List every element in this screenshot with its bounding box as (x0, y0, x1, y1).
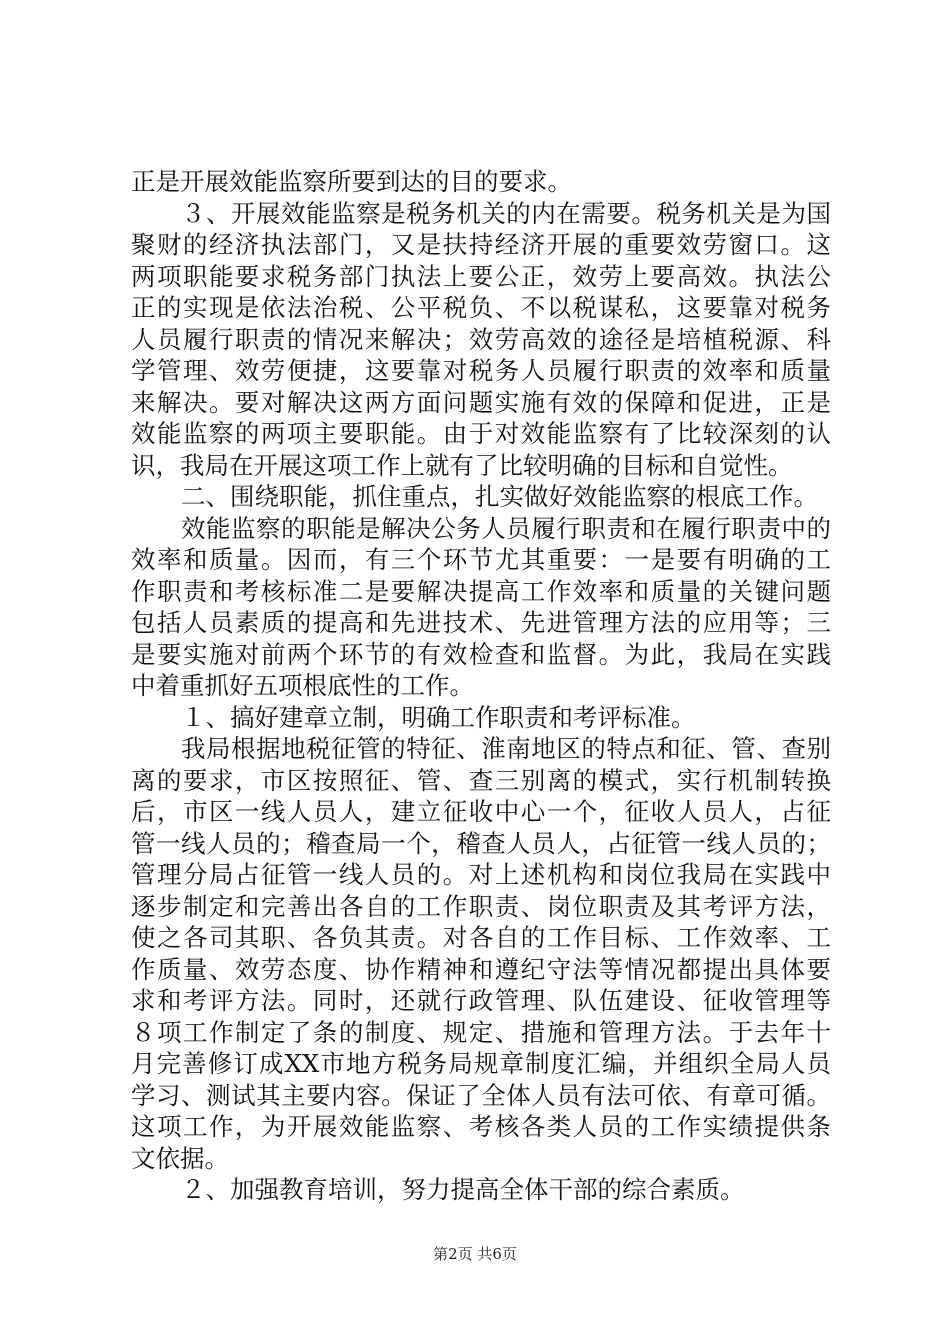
text-line: 文依据。 (131, 1143, 229, 1173)
text-line: 来解决。要对解决这两方面问题实施有效的保障和促进，正是 (131, 387, 831, 417)
text-line: 作质量、效劳态度、协作精神和遵纪守法等情况都提出具体要 (131, 954, 831, 984)
text-line: 学管理、效劳便捷，这要靠对税务人员履行职责的效率和质量 (131, 356, 831, 385)
page-number-label: 第2页 共6页 (433, 1245, 517, 1263)
text-line: 逐步制定和完善出各自的工作职责、岗位职责及其考评方法， (131, 891, 831, 921)
text-line: 学习、测试其主要内容。保证了全体人员有法可依、有章可循。 (131, 1080, 831, 1110)
text-line: 效能监察的两项主要职能。由于对效能监察有了比较深刻的认 (131, 419, 831, 448)
text-line: ２、加强教育培训，努力提高全体干部的综合素质。 (181, 1175, 745, 1204)
text-line: 效能监察的职能是解决公务人员履行职责和在履行职责中的 (181, 513, 831, 543)
text-line: １、搞好建章立制，明确工作职责和考评标准。 (181, 702, 696, 732)
text-line: 两项职能要求税务部门执法上要公正，效劳上要高效。执法公 (131, 261, 831, 291)
text-line: 这项工作，为开展效能监察、考核各类人员的工作实绩提供条 (131, 1112, 831, 1141)
text-line: 识，我局在开展这项工作上就有了比较明确的目标和自觉性。 (131, 450, 793, 480)
text-line: 中着重抓好五项根底性的工作。 (131, 671, 474, 700)
text-line: 使之各司其职、各负其责。对各自的工作目标、工作效率、工 (131, 923, 831, 952)
document-body (131, 166, 831, 1206)
page-footer (0, 1243, 950, 1264)
text-line: 包括人员素质的提高和先进技术、先进管理方法的应用等；三 (131, 608, 831, 637)
text-line: 正是开展效能监察所要到达的目的要求。 (131, 167, 572, 196)
text-line: 人员履行职责的情况来解决；效劳高效的途径是培植税源、科 (131, 324, 831, 354)
text-line: 是要实施对前两个环节的有效检查和监督。为此，我局在实践 (131, 639, 831, 669)
text-line: 效率和质量。因而，有三个环节尤其重要：一是要有明确的工 (131, 545, 831, 574)
text-line: 求和考评方法。同时，还就行政管理、队伍建设、征收管理等 (131, 986, 831, 1015)
text-line: ３、开展效能监察是税务机关的内在需要。税务机关是为国 (181, 198, 831, 228)
text-line: 正的实现是依法治税、公平税负、不以税谋私，这要靠对税务 (131, 293, 831, 322)
text-line: 聚财的经济执法部门，又是扶持经济开展的重要效劳窗口。这 (131, 230, 831, 259)
text-line: ８项工作制定了条的制度、规定、措施和管理方法。于去年十 (131, 1017, 831, 1047)
text-line: 后，市区一线人员人，建立征收中心一个，征收人员人，占征 (131, 797, 831, 826)
text-line: 管理分局占征管一线人员的。对上述机构和岗位我局在实践中 (131, 860, 831, 889)
text-line: 我局根据地税征管的特征、淮南地区的特点和征、管、查别 (181, 734, 831, 763)
text-line: 月完善修订成XX市地方税务局规章制度汇编，并组织全局人员 (131, 1049, 831, 1078)
text-line: 管一线人员的；稽查局一个，稽查人员人，占征管一线人员的； (131, 828, 831, 858)
text-line: 离的要求，市区按照征、管、查三别离的模式，实行机制转换 (131, 765, 831, 795)
text-line: 作职责和考核标准二是要解决提高工作效率和质量的关键问题 (131, 576, 831, 606)
text-line: 二、围绕职能，抓住重点，扎实做好效能监察的根底工作。 (181, 482, 818, 511)
